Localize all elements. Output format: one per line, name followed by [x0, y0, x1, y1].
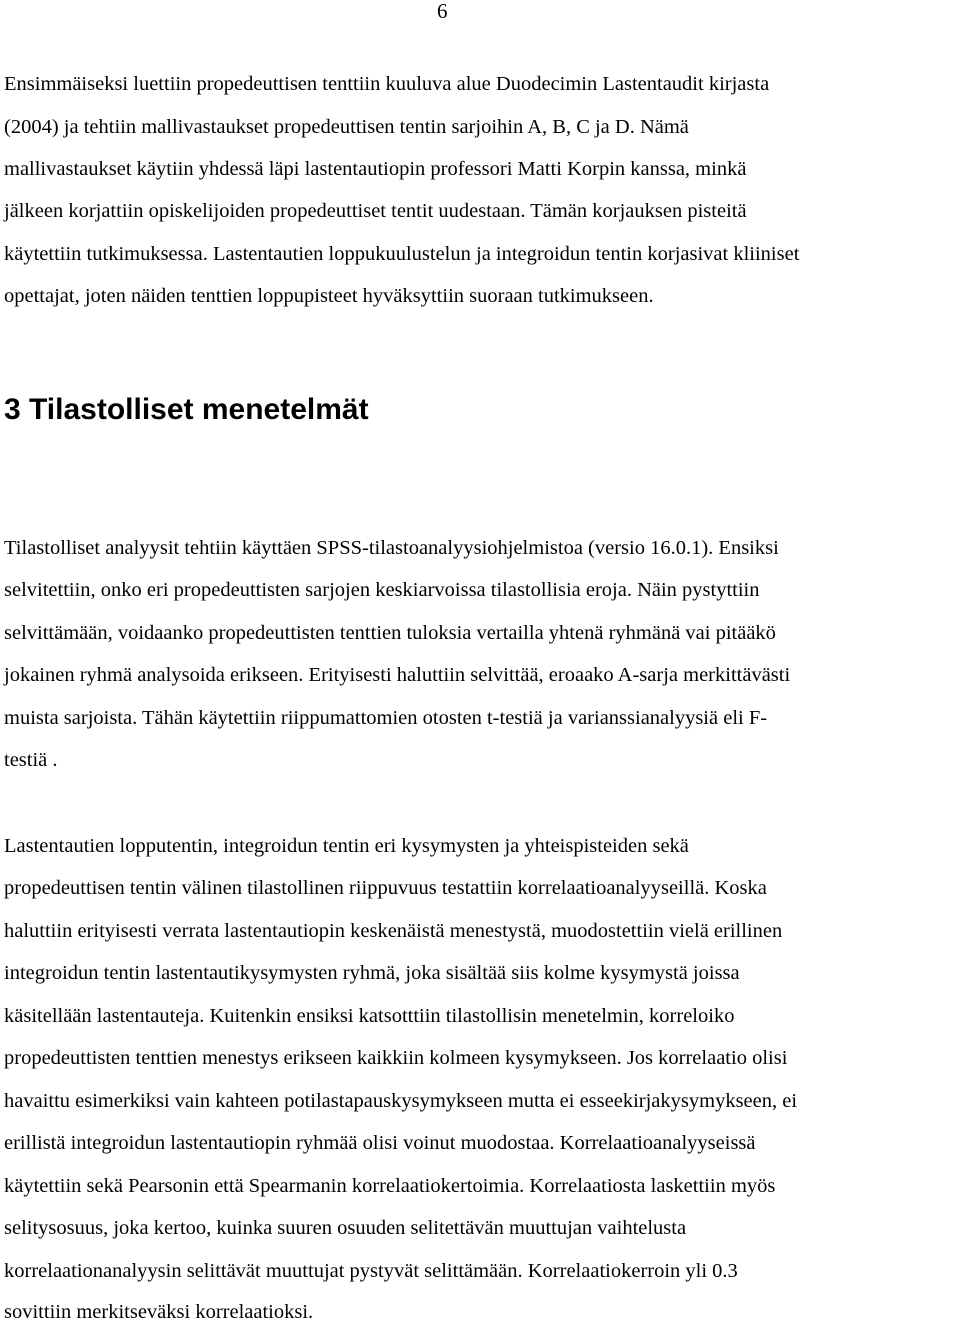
text-line: opettajat, joten näiden tenttien loppupisteet hyväksyttiin suoraan tutkimukseen. [4, 285, 654, 307]
text-line: havaittu esimerkiksi vain kahteen potilastapauskysymykseen mutta ei esseekirjakysymykseen, ei [4, 1090, 798, 1112]
text-line: muista sarjoista. Tähän käytettiin riippumattomien otosten t-testiä ja varianssianalyysiä eli F- [4, 707, 768, 729]
text-line: integroidun tentin lastentautikysymysten ryhmä, joka sisältää siis kolme kysymystä joissa [4, 962, 740, 984]
text-line: propedeuttisen tentin välinen tilastollinen riippuvuus testattiin korrelaatioanalyyseillä. Koska [4, 877, 767, 899]
text-line: (2004) ja tehtiin mallivastaukset propedeuttisen tentin sarjoihin A, B, C ja D. Nämä [4, 116, 689, 138]
text-line: käytettiin tutkimuksessa. Lastentautien loppukuulustelun ja integroidun tentin korjasivat kliiniset [4, 243, 800, 265]
text-line: erillistä integroidun lastentautiopin ryhmää olisi voinut muodostaa. Korrelaatioanalyyseissä [4, 1132, 756, 1154]
text-line: propedeuttisten tenttien menestys erikseen kaikkiin kolmeen kysymykseen. Jos korrelaatio olisi [4, 1047, 788, 1069]
text-line: Tilastolliset analyysit tehtiin käyttäen SPSS-tilastoanalyysiohjelmistoa (versio 16.0.1). Ensiksi [4, 537, 779, 559]
text-line: käsitellään lastentauteja. Kuitenkin ensiksi katsotttiin tilastollisin menetelmin, korreloiko [4, 1005, 735, 1027]
text-line: selvittämään, voidaanko propedeuttisten tenttien tuloksia vertailla yhtenä ryhmänä vai pitääkö [4, 622, 776, 644]
text-line: jälkeen korjattiin opiskelijoiden propedeuttiset tentit uudestaan. Tämän korjauksen pisteitä [4, 200, 747, 222]
text-line: selitysosuus, joka kertoo, kuinka suuren osuuden selitettävän muuttujan vaihtelusta [4, 1217, 687, 1239]
text-line: selvitettiin, onko eri propedeuttisten sarjojen keskiarvoissa tilastollisia eroja. Näin pystyttiin [4, 579, 760, 601]
page-number: 6 [437, 0, 448, 23]
text-line: haluttiin erityisesti verrata lastentautiopin keskenäistä menestystä, muodostettiin vielä erillinen [4, 920, 783, 942]
text-line: mallivastaukset käytiin yhdessä läpi lastentautiopin professori Matti Korpin kanssa, minkä [4, 158, 747, 180]
text-line: Lastentautien lopputentin, integroidun tentin eri kysymysten ja yhteispisteiden sekä [4, 835, 689, 857]
section-heading: 3 Tilastolliset menetelmät [4, 393, 369, 426]
text-line: sovittiin merkitseväksi korrelaatioksi. [4, 1301, 314, 1323]
text-line: Ensimmäiseksi luettiin propedeuttisen tenttiin kuuluva alue Duodecimin Lastentaudit kirjasta [4, 73, 770, 95]
text-line: jokainen ryhmä analysoida erikseen. Erityisesti haluttiin selvittää, eroaako A-sarja merkittävästi [4, 664, 791, 686]
text-line: testiä . [4, 749, 58, 771]
text-line: käytettiin sekä Pearsonin että Spearmanin korrelaatiokertoimia. Korrelaatiosta laskettiin myös [4, 1175, 776, 1197]
text-line: korrelaationanalyysin selittävät muuttujat pystyvät selittämään. Korrelaatiokerroin yli 0.3 [4, 1260, 738, 1282]
